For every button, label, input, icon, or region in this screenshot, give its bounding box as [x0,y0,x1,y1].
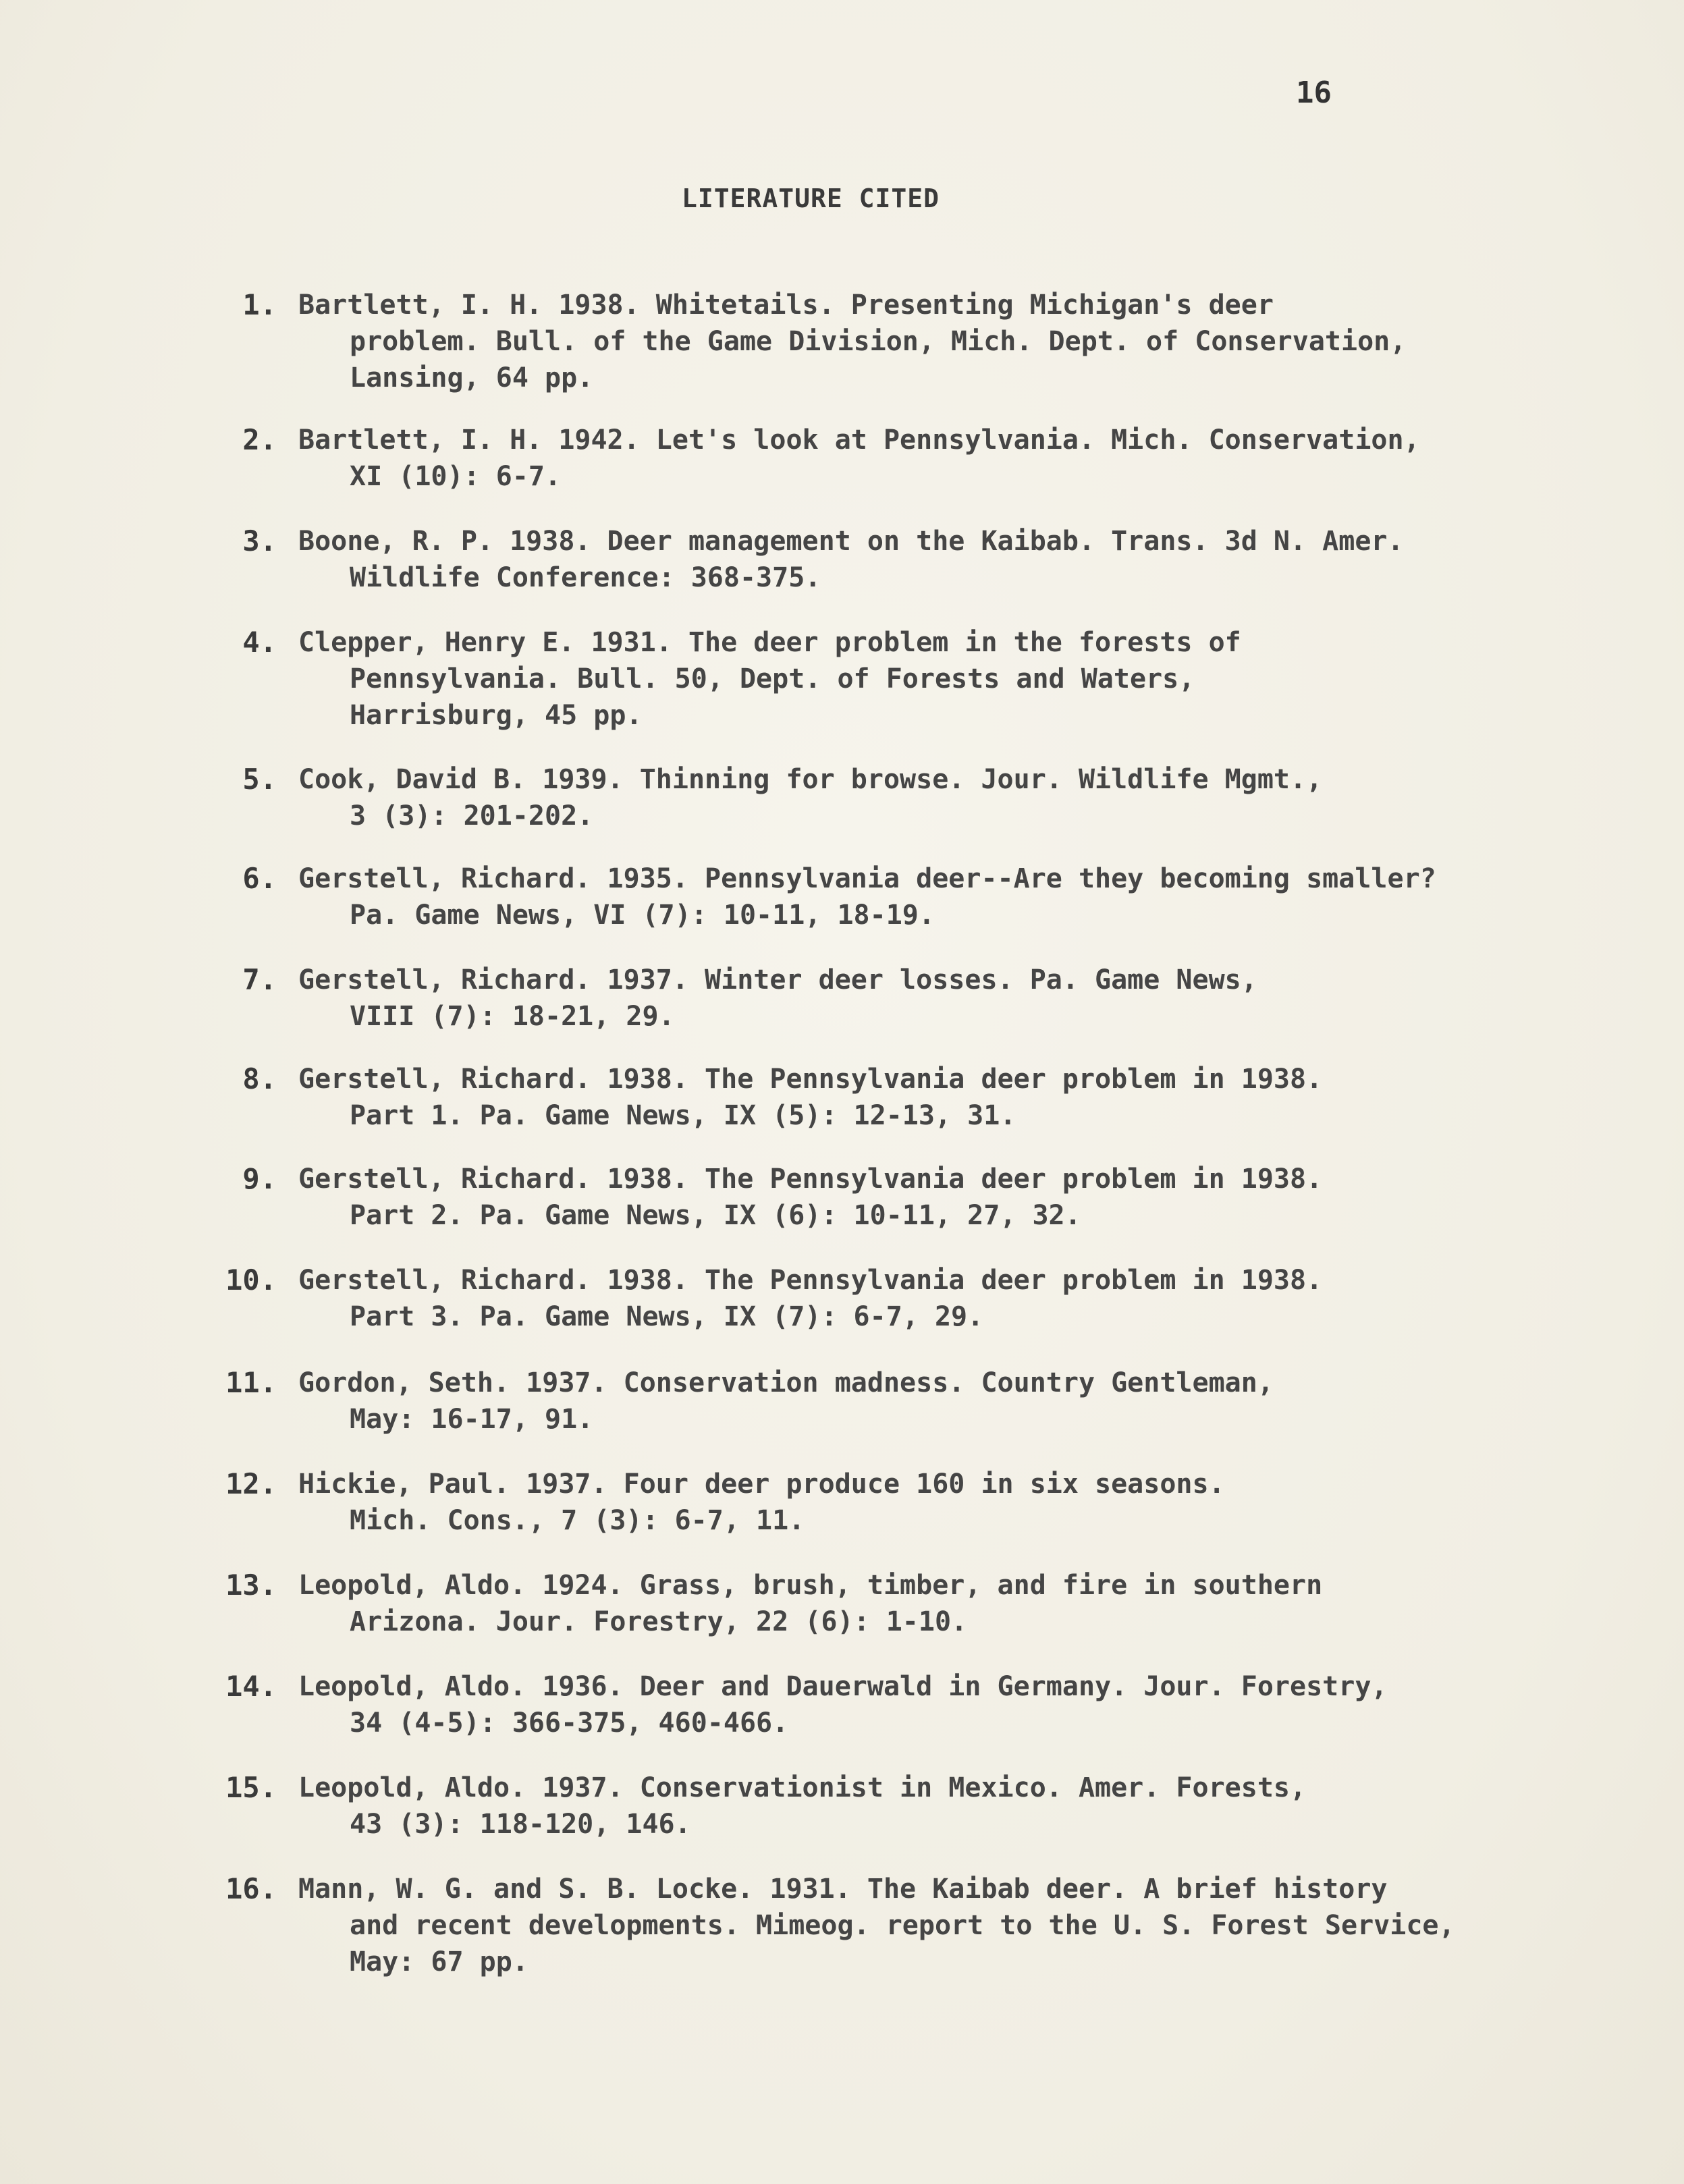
reference-number: 9. [242,1162,277,1195]
reference-text [298,1466,1684,1539]
reference-line: problem. Bull. of the Game Division, Mich. Dept. of Conservation, [350,326,1407,357]
reference-line: XI (10): 6-7. [350,461,562,492]
reference-line: Leopold, Aldo. 1924. Grass, brush, timber, and fire in southern [298,1570,1323,1601]
reference-number: 5. [242,763,277,796]
reference-number: 7. [242,963,277,996]
reference-text [298,1161,1684,1234]
reference-text [298,1770,1684,1842]
reference-line: 34 (4-5): 366-375, 460-466. [350,1708,789,1739]
reference-line: Cook, David B. 1939. Thinning for browse. Jour. Wildlife Mgmt., [298,764,1323,795]
reference-text [298,1365,1684,1438]
reference-line: Leopold, Aldo. 1937. Conservationist in Mexico. Amer. Forests, [298,1772,1307,1803]
reference-line: May: 16-17, 91. [350,1404,594,1435]
reference-text [298,287,1684,396]
reference-number: 8. [242,1062,277,1095]
reference-line: and recent developments. Mimeog. report to the U. S. Forest Service, [350,1910,1455,1941]
reference-text [298,1668,1684,1741]
reference-text [298,422,1684,495]
reference-line: Hickie, Paul. 1937. Four deer produce 160 in six seasons. [298,1469,1225,1500]
reference-line: Leopold, Aldo. 1936. Deer and Dauerwald in Germany. Jour. Forestry, [298,1671,1388,1702]
reference-number: 3. [242,524,277,557]
reference-line: Pa. Game News, VI (7): 10-11, 18-19. [350,900,935,931]
reference-line: Gerstell, Richard. 1938. The Pennsylvania deer problem in 1938. [298,1164,1323,1195]
reference-line: Bartlett, I. H. 1938. Whitetails. Presenting Michigan's deer [298,290,1274,321]
reference-line: Part 3. Pa. Game News, IX (7): 6-7, 29. [350,1301,984,1332]
reference-line: Clepper, Henry E. 1931. The deer problem in the forests of [298,627,1241,658]
reference-line: Gerstell, Richard. 1935. Pennsylvania deer--Are they becoming smaller? [298,863,1436,894]
reference-number: 12. [225,1467,277,1500]
reference-text [298,1262,1684,1335]
reference-line: Boone, R. P. 1938. Deer management on the Kaibab. Trans. 3d N. Amer. [298,526,1404,557]
reference-text [298,1567,1684,1640]
reference-number: 15. [225,1771,277,1804]
reference-line: Mann, W. G. and S. B. Locke. 1931. The Kaibab deer. A brief history [298,1874,1388,1905]
reference-line: Gordon, Seth. 1937. Conservation madness. Country Gentleman, [298,1367,1274,1398]
reference-line: Part 2. Pa. Game News, IX (6): 10-11, 27, 32. [350,1200,1081,1231]
reference-line: Mich. Cons., 7 (3): 6-7, 11. [350,1505,805,1536]
reference-number: 13. [225,1568,277,1602]
reference-number: 1. [242,288,277,321]
reference-text [298,861,1684,933]
page-title: LITERATURE CITED [682,184,940,213]
reference-line: Bartlett, I. H. 1942. Let's look at Pennsylvania. Mich. Conservation, [298,425,1420,456]
reference-text [298,624,1684,734]
reference-number: 11. [225,1366,277,1399]
reference-number: 4. [242,626,277,659]
reference-number: 10. [225,1263,277,1296]
reference-line: Lansing, 64 pp. [350,362,594,393]
reference-line: 43 (3): 118-120, 146. [350,1809,691,1840]
reference-line: 3 (3): 201-202. [350,800,594,831]
reference-line: May: 67 pp. [350,1946,528,1977]
reference-line: Gerstell, Richard. 1938. The Pennsylvania deer problem in 1938. [298,1265,1323,1296]
reference-line: Gerstell, Richard. 1937. Winter deer losses. Pa. Game News, [298,964,1257,995]
reference-number: 2. [242,423,277,456]
reference-line: VIII (7): 18-21, 29. [350,1001,675,1032]
reference-line: Arizona. Jour. Forestry, 22 (6): 1-10. [350,1606,968,1637]
reference-number: 16. [225,1872,277,1905]
reference-line: Wildlife Conference: 368-375. [350,562,821,593]
reference-text [298,761,1684,834]
reference-line: Harrisburg, 45 pp. [350,700,643,731]
reference-number: 14. [225,1670,277,1703]
reference-number: 6. [242,862,277,895]
reference-text [298,1061,1684,1134]
reference-text [298,1871,1684,1980]
page-number: 16 [1296,76,1332,110]
reference-line: Gerstell, Richard. 1938. The Pennsylvania deer problem in 1938. [298,1064,1323,1095]
reference-text [298,523,1684,596]
reference-line: Part 1. Pa. Game News, IX (5): 12-13, 31. [350,1100,1016,1131]
reference-text [298,962,1684,1035]
reference-line: Pennsylvania. Bull. 50, Dept. of Forests and Waters, [350,663,1195,694]
